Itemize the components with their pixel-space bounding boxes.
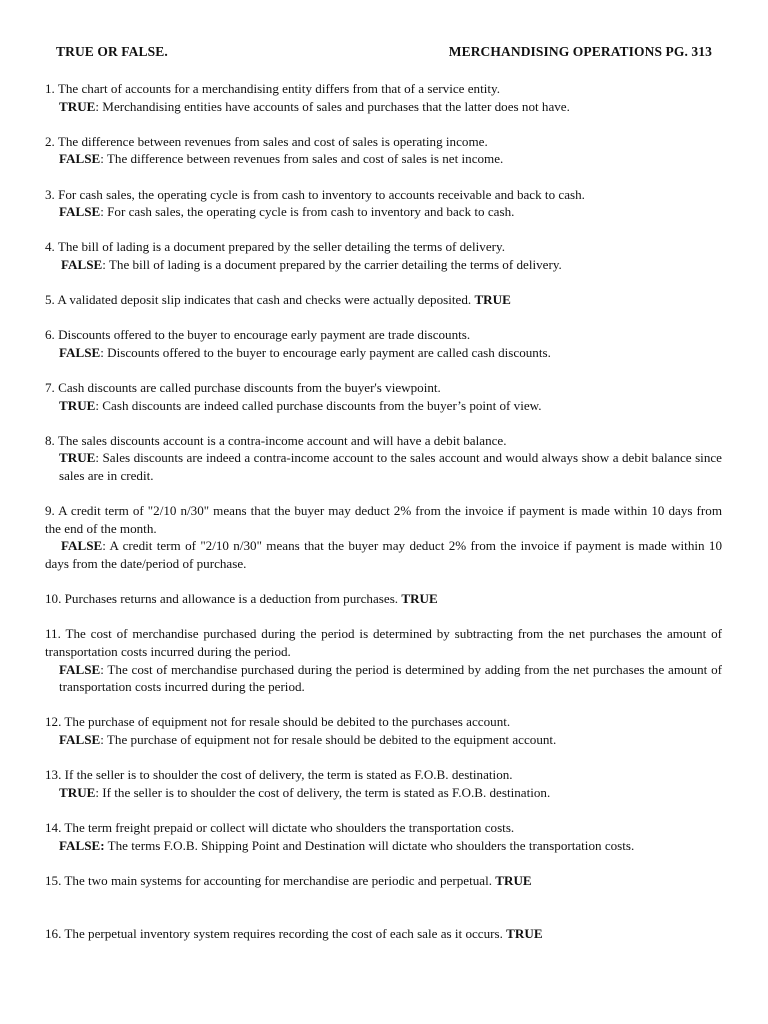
question-text (45, 872, 722, 890)
question-statement: 3. For cash sales, the operating cycle is from cash to inventory to accounts receivable and back to cash. (45, 186, 585, 202)
verdict-label: TRUE (59, 98, 96, 114)
question-item (45, 502, 722, 572)
question-item (45, 80, 722, 115)
verdict-label: FALSE: (59, 837, 105, 853)
question-item (45, 432, 722, 485)
question-text (45, 326, 722, 344)
answer-line (45, 256, 722, 274)
verdict-separator: : (95, 450, 100, 466)
question-text (45, 133, 722, 151)
question-statement: 1. The chart of accounts for a merchandising entity differs from that of a service entity. (45, 81, 500, 96)
verdict-label: TRUE (401, 591, 438, 607)
question-text (45, 502, 722, 537)
verdict-label: FALSE (59, 344, 101, 360)
answer-explanation: Discounts offered to the buyer to encourage early payment are called cash discounts. (103, 344, 551, 360)
answer-line (45, 731, 722, 749)
question-item (45, 291, 722, 309)
answer-line (45, 203, 722, 221)
question-statement: 2. The difference between revenues from sales and cost of sales is operating income. (45, 133, 488, 149)
question-text (45, 238, 722, 256)
question-item (45, 133, 722, 168)
answer-explanation: For cash sales, the operating cycle is from cash to inventory and back to cash. (103, 204, 515, 220)
answer-explanation: A credit term of "2/10 n/30" means that the buyer may deduct 2% from the invoice if payment is made within 10 days from the date/period of purchase. (45, 538, 722, 572)
question-item (45, 872, 722, 890)
section-title: TRUE OR FALSE. (56, 44, 168, 59)
question-statement: 5. A validated deposit slip indicates that cash and checks were actually deposited. (45, 292, 472, 308)
question-statement: 13. If the seller is to shoulder the cost of delivery, the term is stated as F.O.B. destination. (45, 767, 513, 783)
answer-explanation: The purchase of equipment not for resale should be debited to the equipment account. (103, 731, 557, 747)
verdict-separator: : (102, 256, 106, 272)
question-text (45, 713, 722, 731)
question-text (45, 432, 722, 450)
question-item (45, 379, 722, 414)
question-item (45, 766, 722, 801)
verdict-separator: : (95, 784, 100, 800)
question-text (45, 766, 722, 784)
verdict-separator: : (102, 538, 106, 554)
page-header (56, 44, 712, 60)
verdict-label: FALSE (61, 256, 103, 272)
answer-explanation: Sales discounts are indeed a contra-income account to the sales account and would always show a debit balance since sales are in credit. (59, 450, 722, 484)
question-item (45, 590, 722, 608)
answer-explanation: The terms F.O.B. Shipping Point and Destination will dictate who shoulders the transportation costs. (104, 837, 635, 853)
verdict-label: TRUE (59, 450, 96, 466)
answer-line (45, 537, 722, 572)
question-text (45, 819, 722, 837)
verdict-label: TRUE (506, 925, 543, 941)
question-item (45, 819, 722, 854)
question-item (45, 625, 722, 695)
verdict-separator: : (100, 204, 104, 220)
question-item (45, 238, 722, 273)
answer-line (45, 837, 722, 855)
verdict-separator: : (100, 731, 104, 747)
verdict-label: FALSE (59, 151, 101, 167)
question-statement: 11. The cost of merchandise purchased during the period is determined by subtracting from the net purchases the amount of transportation costs incurred during the period. (45, 626, 722, 659)
answer-line (45, 397, 722, 415)
question-statement: 9. A credit term of "2/10 n/30" means that the buyer may deduct 2% from the invoice if payment is made within 10 days from the end of the month. (45, 503, 722, 536)
question-statement: 6. Discounts offered to the buyer to encourage early payment are trade discounts. (45, 327, 471, 343)
verdict-label: TRUE (59, 784, 96, 800)
verdict-label: FALSE (61, 538, 103, 554)
answer-explanation: The cost of merchandise purchased during the period is determined by adding from the net purchases the amount of transportation costs incurred during the period. (59, 661, 722, 695)
question-item (45, 326, 722, 361)
question-statement: 15. The two main systems for accounting for merchandise are periodic and perpetual. (45, 872, 492, 888)
verdict-separator: : (95, 98, 100, 114)
answer-explanation: The difference between revenues from sales and cost of sales is net income. (103, 151, 504, 167)
question-text (45, 186, 722, 204)
answer-line (45, 344, 722, 362)
verdict-label: FALSE (59, 731, 101, 747)
answer-line (45, 98, 722, 116)
question-item (45, 186, 722, 221)
verdict-label: TRUE (474, 292, 511, 308)
verdict-separator: : (100, 151, 104, 167)
answer-explanation: The bill of lading is a document prepared by the carrier detailing the terms of delivery. (105, 256, 562, 272)
question-statement: 7. Cash discounts are called purchase discounts from the buyer's viewpoint. (45, 380, 441, 396)
question-item (45, 925, 722, 943)
question-text (45, 80, 722, 98)
question-text (45, 625, 722, 660)
answer-explanation: If the seller is to shoulder the cost of delivery, the term is stated as F.O.B. destination. (99, 784, 551, 800)
verdict-label: TRUE (59, 397, 96, 413)
question-list (45, 80, 722, 960)
answer-line (45, 784, 722, 802)
verdict-label: TRUE (495, 872, 532, 888)
answer-line (45, 449, 722, 484)
verdict-label: FALSE (59, 661, 101, 677)
question-text (45, 925, 722, 943)
answer-line (45, 150, 722, 168)
question-text (45, 291, 722, 309)
answer-explanation: Merchandising entities have accounts of sales and purchases that the latter does not have. (99, 98, 570, 114)
answer-line (45, 661, 722, 696)
chapter-reference: MERCHANDISING OPERATIONS PG. 313 (448, 44, 712, 59)
question-statement: 14. The term freight prepaid or collect will dictate who shoulders the transportation costs. (45, 819, 515, 835)
question-text (45, 590, 722, 608)
verdict-label: FALSE (59, 204, 101, 220)
verdict-separator: : (100, 344, 104, 360)
question-statement: 8. The sales discounts account is a contra-income account and will have a debit balance. (45, 432, 507, 448)
question-item (45, 713, 722, 748)
question-statement: 16. The perpetual inventory system requires recording the cost of each sale as it occurs. (45, 925, 503, 941)
answer-explanation: Cash discounts are indeed called purchase discounts from the buyer’s point of view. (99, 397, 542, 413)
verdict-separator: : (95, 397, 100, 413)
verdict-separator: : (100, 661, 104, 677)
question-statement: 12. The purchase of equipment not for resale should be debited to the purchases account. (45, 714, 511, 730)
question-text (45, 379, 722, 397)
question-statement: 10. Purchases returns and allowance is a deduction from purchases. (45, 591, 399, 607)
question-statement: 4. The bill of lading is a document prepared by the seller detailing the terms of delivery. (45, 239, 505, 255)
